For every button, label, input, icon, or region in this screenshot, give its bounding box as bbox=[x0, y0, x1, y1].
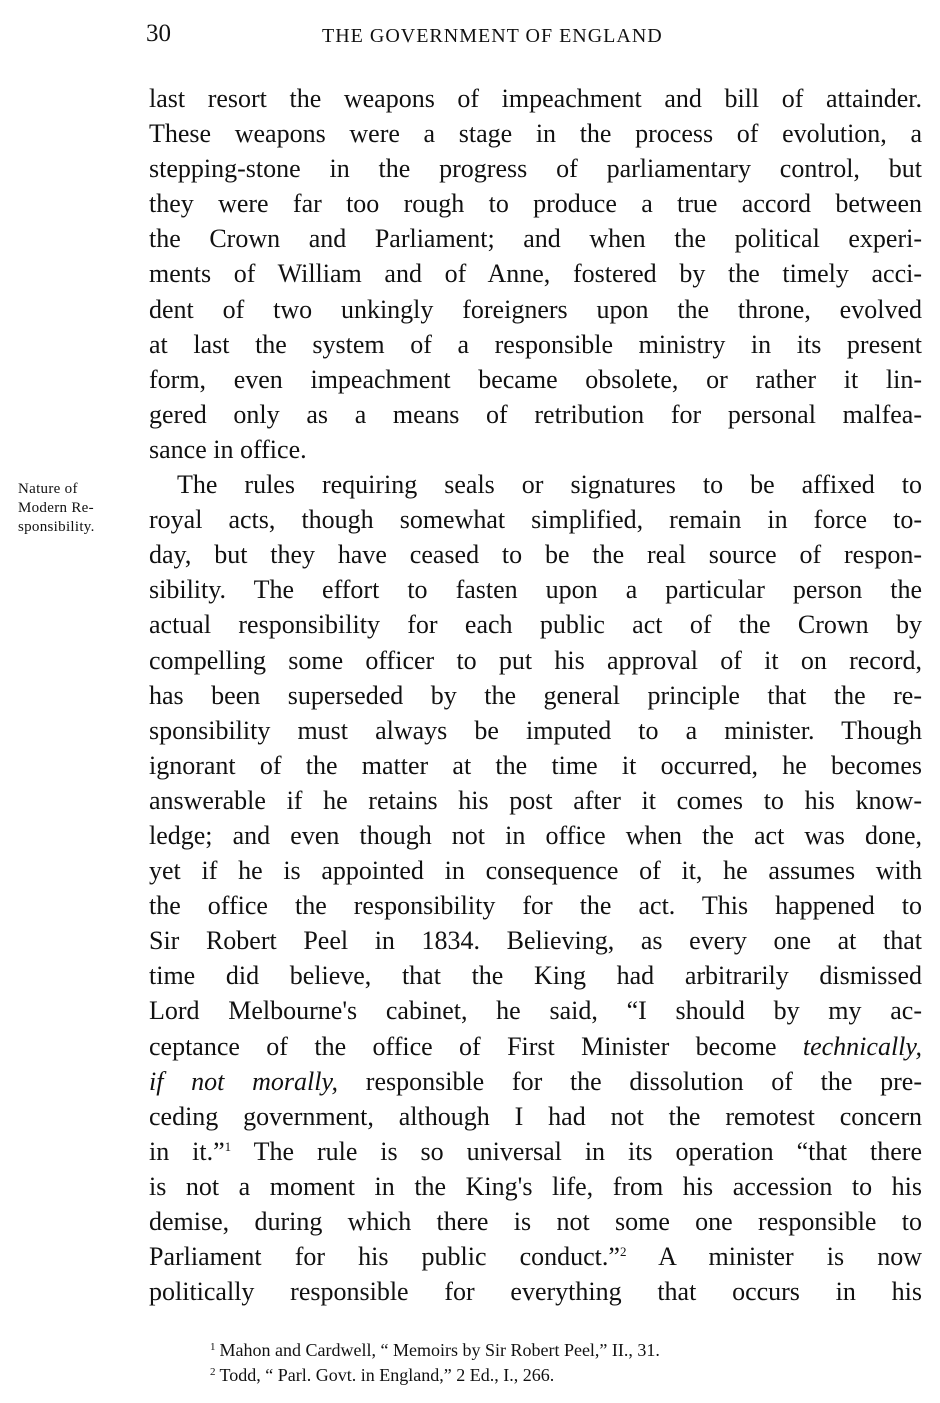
text-line: ignorant of the matter at the time it occurred, he becomes bbox=[149, 750, 922, 780]
page-number: 30 bbox=[146, 20, 171, 47]
footnote-ref-1[interactable]: 1 bbox=[224, 1138, 232, 1154]
footnote-2 bbox=[210, 1361, 910, 1386]
text-run: The rule is so universal in its operation “that there bbox=[231, 1136, 922, 1166]
text-line: time did believe, that the King had arbitrarily dismissed bbox=[149, 961, 922, 991]
text-line: The rules requiring seals or signatures to be affixed to bbox=[177, 470, 922, 500]
text-line: stepping-stone in the progress of parliamentary control, but bbox=[149, 154, 922, 184]
text-line: form, even impeachment became obsolete, or rather it lin- bbox=[149, 364, 922, 394]
text-line: the office the responsibility for the act. This happened to bbox=[149, 891, 922, 921]
text-run: Parliament for his public conduct.” bbox=[149, 1242, 620, 1272]
page-header bbox=[146, 16, 924, 52]
text-line: actual responsibility for each public act of the Crown by bbox=[149, 610, 922, 640]
italic-text: technically, bbox=[802, 1031, 922, 1061]
text-line: dent of two unkingly foreigners upon the throne, evolved bbox=[149, 294, 922, 324]
margin-note bbox=[18, 480, 142, 537]
italic-text: if not morally, bbox=[149, 1066, 339, 1096]
text-line: royal acts, though somewhat simplified, remain in force to- bbox=[149, 505, 922, 535]
text-line: is not a moment in the King's life, from his accession to his bbox=[149, 1171, 922, 1201]
text-line: demise, during which there is not some one responsible to bbox=[149, 1207, 922, 1236]
text-run: ceptance of the office of First Minister become bbox=[149, 1031, 803, 1061]
text-line: has been superseded by the general principle that the re- bbox=[149, 680, 922, 710]
footnote-text: Mahon and Cardwell, “ Memoirs by Sir Robert Peel,” II., 31. bbox=[219, 1340, 660, 1360]
text-line: at last the system of a responsible ministry in its present bbox=[149, 329, 922, 359]
text-run: in it.” bbox=[149, 1136, 225, 1166]
footnote-mark: 1 bbox=[210, 1341, 216, 1353]
text-line: they were far too rough to produce a true accord between bbox=[149, 189, 922, 219]
text-line: Sir Robert Peel in 1834. Believing, as every one at that bbox=[149, 926, 922, 956]
text-line: answerable if he retains his post after it comes to his know- bbox=[149, 785, 922, 815]
body-text bbox=[149, 81, 922, 1309]
text-line: compelling some officer to put his approval of it on record, bbox=[149, 645, 922, 675]
footnote-text: Todd, “ Parl. Govt. in England,” 2 Ed., I., 266. bbox=[219, 1365, 555, 1385]
footnote-ref-2[interactable]: 2 bbox=[619, 1244, 627, 1260]
text-line bbox=[149, 1239, 922, 1274]
footnote-1 bbox=[210, 1336, 910, 1361]
text-line: the Crown and Parliament; and when the political experi- bbox=[149, 224, 922, 254]
text-line: sponsibility must always be imputed to a minister. Though bbox=[149, 715, 922, 745]
text-line: These weapons were a stage in the process of evolution, a bbox=[149, 119, 922, 149]
text-line: ceding government, although I had not the remotest concern bbox=[149, 1101, 922, 1131]
text-run: responsible for the dissolution of the pre- bbox=[338, 1066, 922, 1096]
footnote-mark: 2 bbox=[210, 1366, 216, 1378]
running-title: THE GOVERNMENT OF ENGLAND bbox=[322, 25, 663, 47]
text-line: sance in office. bbox=[149, 434, 307, 464]
text-run: A minister is now bbox=[626, 1242, 922, 1272]
footnotes bbox=[210, 1336, 910, 1386]
text-line: last resort the weapons of impeachment and bill of attainder. bbox=[149, 84, 922, 113]
text-line bbox=[149, 1029, 922, 1064]
text-line bbox=[149, 1134, 922, 1169]
text-line: day, but they have ceased to be the real source of respon- bbox=[149, 540, 922, 570]
text-line: Lord Melbourne's cabinet, he said, “I should by my ac- bbox=[149, 996, 922, 1026]
margin-note-line: Modern Re- bbox=[18, 500, 94, 516]
text-line: ments of William and of Anne, fostered by the timely acci- bbox=[149, 259, 922, 289]
text-line bbox=[149, 1064, 922, 1099]
text-line: gered only as a means of retribution for personal malfea- bbox=[149, 399, 922, 429]
text-line: yet if he is appointed in consequence of it, he assumes with bbox=[149, 856, 922, 886]
text-line: sibility. The effort to fasten upon a particular person the bbox=[149, 575, 922, 605]
margin-note-line: sponsibility. bbox=[18, 519, 95, 535]
text-line: ledge; and even though not in office when the act was done, bbox=[149, 820, 922, 850]
paragraph-1 bbox=[149, 81, 922, 467]
paragraph-2 bbox=[149, 467, 922, 1309]
text-line: politically responsible for everything that occurs in his bbox=[149, 1277, 922, 1307]
margin-note-line: Nature of bbox=[18, 481, 78, 497]
